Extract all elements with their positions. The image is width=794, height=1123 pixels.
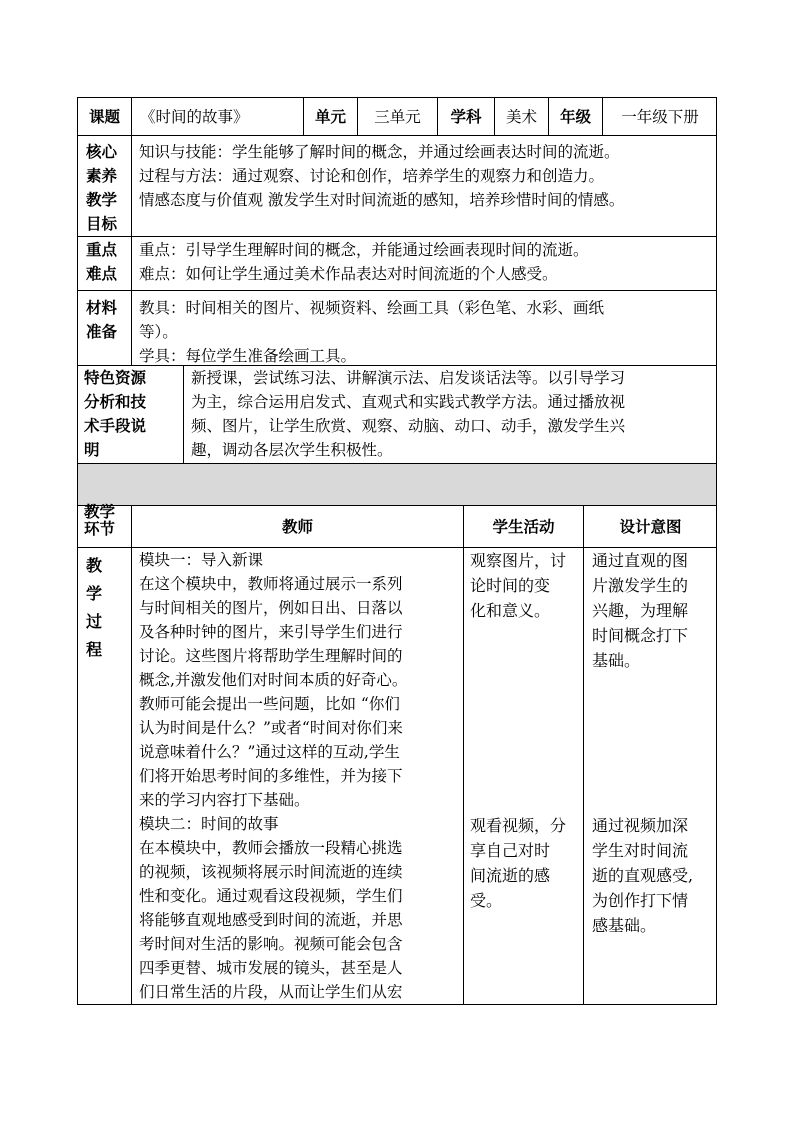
teacher-line: 讨论。这些图片将帮助学生理解时间的 — [139, 647, 403, 665]
teacher-line: 在这个模块中，教师将通过展示一系列 — [139, 575, 403, 593]
intent-line: 通过直观的图 — [592, 551, 689, 570]
grade-value: 一年级下册 — [621, 108, 699, 126]
teacher-line: 的视频，该视频将展示时间流逝的连续 — [139, 863, 403, 881]
student-activity-1 — [470, 548, 582, 623]
intent-header: 设计意图 — [619, 518, 682, 536]
teacher-line: 考时间对生活的影响。视频可能会包含 — [139, 935, 403, 953]
features-line-3: 频、图片，让学生欣赏、观察、动脑、动口、动手，激发学生兴 — [191, 417, 626, 435]
topic-value: 《时间的故事》 — [140, 108, 249, 126]
features-line-1: 新授课，尝试练习法、讲解演示法、启发谈话法等。以引导学习 — [191, 369, 626, 387]
features-label: 特色资源 分析和技 术手段说 明 — [84, 369, 147, 459]
keypoints-label: 重点 难点 — [86, 241, 118, 283]
student-header: 学生活动 — [492, 518, 555, 536]
teacher-line: 将能够直观地感受到时间的流逝，并思 — [139, 911, 403, 929]
goals-line-3: 情感态度与价值观 激发学生对时间流逝的感知，培养珍惜时间的情感。 — [139, 191, 625, 209]
grade-label: 年级 — [559, 108, 591, 126]
teacher-line: 模块二：时间的故事 — [139, 815, 279, 833]
goals-line-2: 过程与方法：通过观察、讨论和创作，培养学生的观察力和创造力。 — [139, 167, 605, 185]
intent-line: 片激发学生的 — [592, 576, 689, 595]
teacher-line: 模块一：导入新课 — [139, 551, 264, 569]
goals-line-1: 知识与技能：学生能够了解时间的概念，并通过绘画表达时间的流逝。 — [139, 143, 620, 161]
teacher-line: 及各种时钟的图片，来引导学生们进行 — [139, 623, 403, 641]
teacher-line: 四季更替、城市发展的镜头，甚至是人 — [139, 959, 403, 977]
intent-line: 基础。 — [592, 651, 641, 670]
process-label: 教 学 过 程 — [86, 556, 103, 659]
intent-line: 感基础。 — [592, 916, 657, 935]
student-line: 观察图片，讨 — [470, 551, 567, 570]
subject-label: 学科 — [450, 108, 482, 126]
design-intent-2 — [592, 813, 716, 938]
materials-label: 材料 准备 — [86, 299, 118, 341]
student-line: 观看视频，分 — [470, 816, 567, 835]
student-line: 间流逝的感 — [470, 866, 551, 885]
student-line: 化和意义。 — [470, 601, 551, 620]
teacher-line: 概念,并激发他们对时间本质的好奇心。 — [139, 671, 408, 689]
intent-line: 为创作打下情 — [592, 891, 689, 910]
teacher-line: 性和变化。通过观看这段视频，学生们 — [139, 887, 403, 905]
materials-line-2: 等）。 — [139, 323, 178, 341]
intent-line: 学生对时间流 — [592, 841, 689, 860]
grey-spacer-row — [78, 464, 716, 505]
teacher-line: 教师可能会提出一些问题，比如 “你们 — [139, 695, 400, 713]
student-line: 受。 — [470, 891, 503, 910]
features-line-2: 为主，综合运用启发式、直观式和实践式教学方法。通过播放视 — [191, 393, 626, 411]
teacher-line: 们将开始思考时间的多维性，并为接下 — [139, 767, 403, 785]
features-line-4: 趣，调动各层次学生积极性。 — [191, 441, 393, 459]
unit-value: 三单元 — [374, 108, 421, 126]
teacher-line: 来的学习内容打下基础。 — [139, 791, 310, 809]
teacher-content — [139, 548, 461, 1004]
goals-label: 核心 素养 教学 目标 — [86, 143, 118, 233]
intent-line: 兴趣，为理解 — [592, 601, 689, 620]
materials-line-3: 学具：每位学生准备绘画工具。 — [139, 347, 357, 365]
intent-line: 逝的直观感受, — [592, 866, 694, 885]
unit-label: 单元 — [314, 108, 346, 126]
materials-line-1: 教具：时间相关的图片、视频资料、绘画工具（彩色笔、水彩、画纸 — [139, 299, 605, 317]
keypoint-line-1: 重点：引导学生理解时间的概念，并能通过绘画表现时间的流逝。 — [139, 241, 589, 259]
intent-line: 时间概念打下 — [592, 626, 689, 645]
teacher-line: 说意味着什么？”通过这样的互动,学生 — [139, 743, 400, 761]
teacher-line: 与时间相关的图片，例如日出、日落以 — [139, 599, 403, 617]
subject-value: 美术 — [505, 108, 537, 126]
student-line: 论时间的变 — [470, 576, 551, 595]
keypoint-line-2: 难点：如何让学生通过美术作品表达对时间流逝的个人感受。 — [139, 265, 558, 283]
topic-label: 课题 — [88, 108, 120, 126]
intent-line: 通过视频加深 — [592, 816, 689, 835]
teacher-line: 在本模块中，教师会播放一段精心挑选 — [139, 839, 403, 857]
teacher-line: 认为时间是什么？”或者“时间对你们来 — [139, 719, 403, 737]
student-activity-2 — [470, 813, 582, 913]
design-intent-1 — [592, 548, 716, 673]
stage-header: 教学 环节 — [84, 503, 116, 538]
teacher-line: 们日常生活的片段，从而让学生们从宏 — [139, 983, 403, 1001]
teacher-header: 教师 — [281, 518, 313, 536]
student-line: 享自己对时 — [470, 841, 551, 860]
